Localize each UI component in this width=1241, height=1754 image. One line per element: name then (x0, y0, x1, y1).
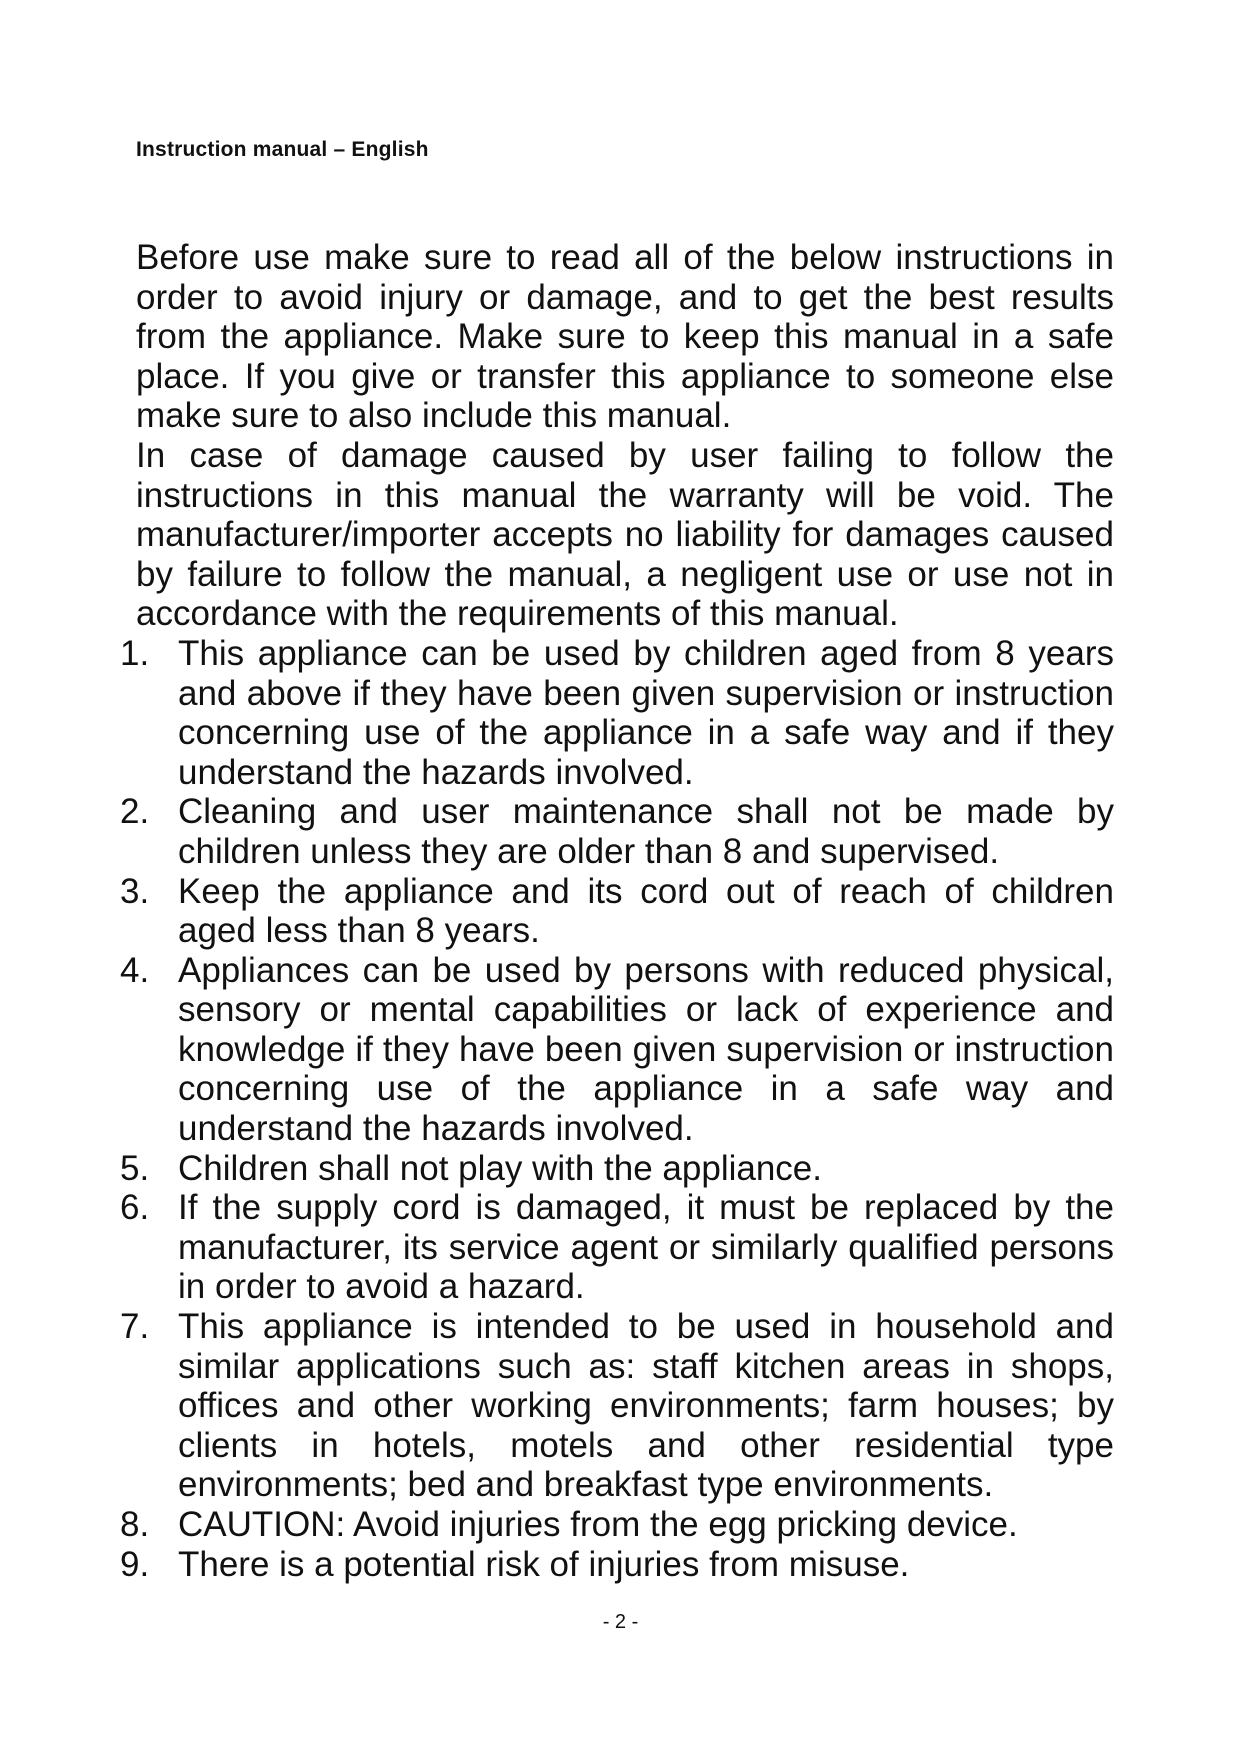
list-item (120, 1148, 1114, 1189)
list-item-text: Keep the appliance and its cord out of reach of children aged less than 8 years. (178, 871, 1114, 951)
list-item (120, 871, 1114, 951)
list-item-number: 7. (120, 1307, 150, 1347)
list-item-text: This appliance can be used by children aged from 8 years and above if they have been given supervision or instruction concerning use of the appliance in a safe way and if they understand the hazards involved. (178, 633, 1114, 792)
list-item-number: 3. (120, 871, 150, 911)
list-item (120, 1505, 1114, 1545)
document-header: Instruction manual – English (136, 138, 429, 161)
list-item (120, 1307, 1114, 1505)
instructions-body (120, 238, 1126, 1584)
list-item-number: 6. (120, 1188, 150, 1228)
list-item (120, 1188, 1114, 1307)
list-item-text: If the supply cord is damaged, it must be replaced by the manufacturer, its service agent or similarly qualified persons in order to avoid a hazard. (178, 1188, 1114, 1307)
list-item-text: CAUTION: Avoid injuries from the egg pricking device. (178, 1505, 1018, 1544)
list-item-text: Appliances can be used by persons with reduced physical, sensory or mental capabilities or lack of experience and knowledge if they have been given supervision or instruction concerning use of the appliance in a safe way and understand the hazards involved. (178, 950, 1114, 1149)
list-item-number: 2. (120, 792, 150, 832)
intro-paragraph: Before use make sure to read all of the below instructions in order to avoid injury or damage, and to get the best results from the appliance. Make sure to keep this manual in a safe place. If you give or transfer this appliance to someone else make sure to also include this manual. (136, 238, 1114, 436)
list-item (120, 633, 1114, 792)
warranty-paragraph: In case of damage caused by user failing to follow the instructions in this manual the warranty will be void. The manufacturer/importer accepts no liability for damages caused by failure to follow the manual, a negligent use or use not in accordance with the requirements of this manual. (136, 435, 1114, 634)
list-item-text: Children shall not play with the appliance. (178, 1148, 822, 1188)
list-item (120, 950, 1114, 1149)
list-item-number: 9. (120, 1544, 150, 1584)
safety-rules-list (120, 633, 1126, 1584)
list-item-number: 4. (120, 950, 150, 990)
list-item (120, 1544, 1114, 1585)
list-item-text: There is a potential risk of injuries from misuse. (178, 1544, 910, 1584)
list-item-text: Cleaning and user maintenance shall not be made by children unless they are older than 8 and supervised. (178, 792, 1114, 871)
list-item-number: 8. (120, 1505, 150, 1544)
list-item (120, 792, 1114, 871)
list-item-number: 5. (120, 1148, 150, 1188)
list-item-number: 1. (120, 633, 150, 673)
page-number: - 2 - (602, 1611, 639, 1633)
list-item-text: This appliance is intended to be used in household and similar applications such as: staff kitchen areas in shops, offices and other working environments; farm houses; by clients in hotels, motels and other residential type environments; bed and breakfast type environments. (178, 1307, 1114, 1505)
